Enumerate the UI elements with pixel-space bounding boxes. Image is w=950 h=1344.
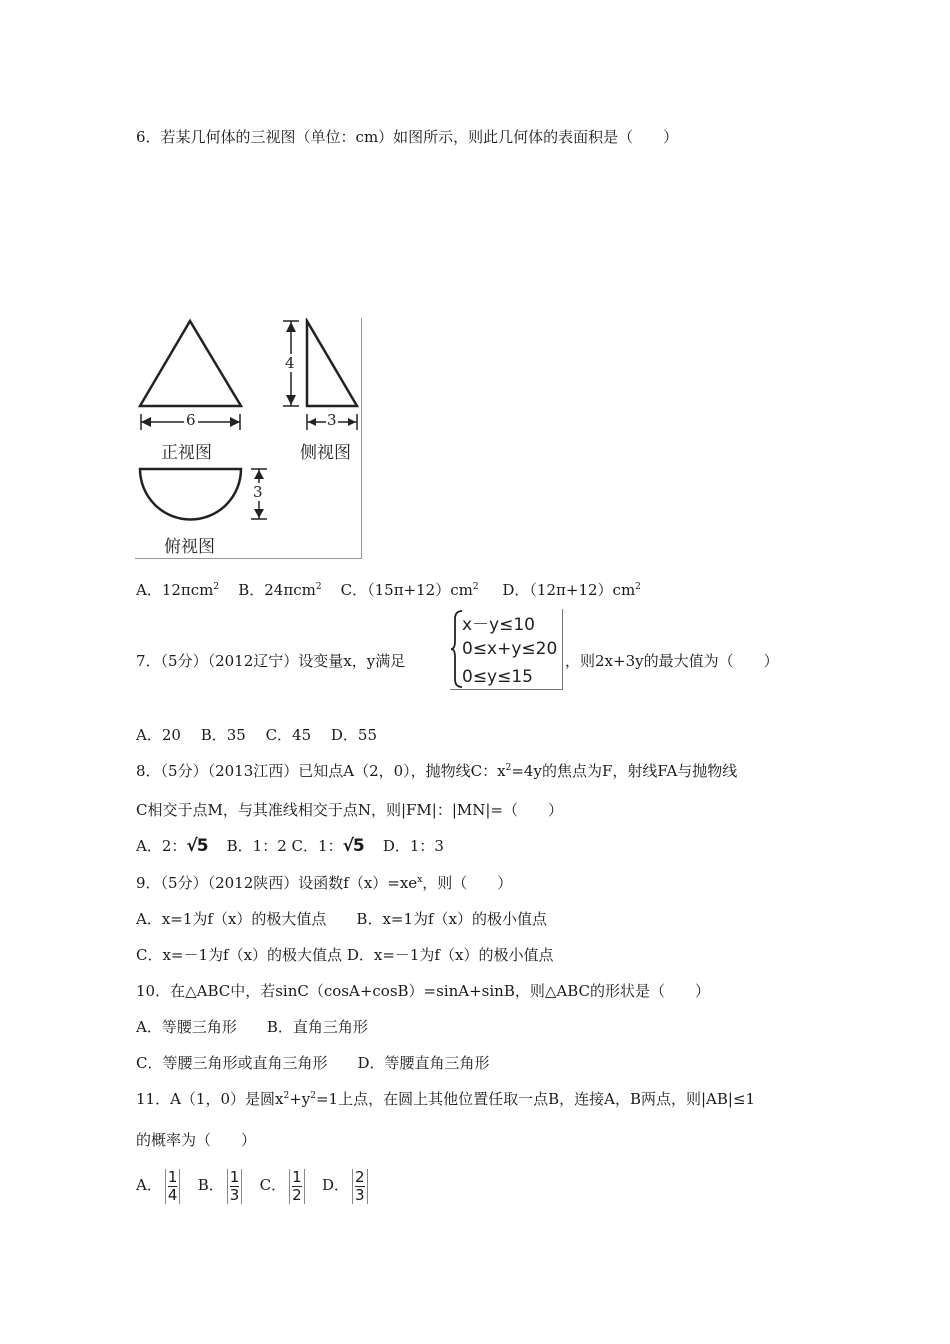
- q11-line-2: 的概率为（ ）: [136, 1131, 257, 1149]
- q6-options: [136, 580, 641, 600]
- fraction-a: $\frac{1}{4}$: [165, 1169, 181, 1204]
- top-view-semicircle: [140, 469, 241, 519]
- q9-options-row-2: C．x=－1为f（x）的极大值点 D．x=－1为f（x）的极小值点: [136, 946, 554, 964]
- q11-line-1: 11．A（1，0）是圆$x^2+y^2=1$上点，在圆上其他位置任取一点B，连接A，B两点，则|AB|≤1: [136, 1090, 756, 1108]
- q6-option-a: A．12πcm$^2$: [136, 581, 220, 599]
- q10-options-row-1: A．等腰三角形 B．直角三角形: [136, 1018, 368, 1036]
- q10-options-row-2: C．等腰三角形或直角三角形 D．等腰直角三角形: [136, 1054, 490, 1072]
- q9-stem: 9．（5分）（2012陕西）设函数$f(x)=xe^x$，则（ ）: [136, 874, 513, 892]
- three-view-figure: [135, 318, 362, 559]
- q6-option-d: D．$(12\pi+12)cm^2$: [502, 581, 641, 599]
- q8-options: A．2：√5 B．1：2 C．1：√5 D．1：3: [136, 836, 444, 856]
- q7-inequality-3: 0≤y≤15: [462, 667, 533, 687]
- q10-stem: 10．在△ABC中，若sinC（cosA+cosB）=sinA+sinB，则△ABC的形状是（ ）: [136, 982, 711, 1000]
- fraction-b: $\frac{1}{3}$: [227, 1169, 243, 1204]
- dim-top-radius: 3: [253, 483, 263, 501]
- q6-option-c: C．$(15\pi+12)cm^2$: [340, 581, 479, 599]
- q8-line-1: 8．（5分）（2013江西）已知点A（2，0），抛物线C：$x^2=4y$的焦点为F，射线FA与抛物线: [136, 762, 738, 780]
- side-view-label: 侧视图: [300, 443, 351, 463]
- fraction-c: $\frac{1}{2}$: [289, 1169, 305, 1204]
- front-view-triangle: [140, 321, 241, 406]
- sqrt5-a: √5: [186, 836, 208, 856]
- top-view-label: 俯视图: [164, 537, 215, 557]
- sqrt5-c: √5: [342, 836, 364, 856]
- q8-line-2: C相交于点M，与其准线相交于点N，则|FM|：|MN|=（ ）: [136, 801, 563, 819]
- side-view-triangle: [307, 321, 357, 406]
- q7-inequality-system: [450, 609, 563, 690]
- front-view-label: 正视图: [161, 443, 212, 463]
- dim-side-height: 4: [285, 354, 295, 372]
- q7-inequality-1: x－y≤10: [462, 615, 535, 635]
- fraction-d: $\frac{2}{3}$: [352, 1169, 368, 1204]
- q6-option-b: B．24πcm$^2$: [238, 581, 322, 599]
- q7-stem-after: ，则2x+3y的最大值为（ ）: [565, 652, 779, 670]
- dim-front-width: 6: [186, 411, 196, 429]
- q7-inequality-2: 0≤x+y≤20: [462, 639, 558, 659]
- q6-stem: 6．若某几何体的三视图（单位：cm）如图所示，则此几何体的表面积是（ ）: [136, 128, 679, 146]
- q11-options: A． $\frac{1}{4}$ B． $\frac{1}{3}$ C． $\frac{1}{2}$ D． $\frac{2}{3}$: [136, 1168, 371, 1204]
- q7-stem-before: 7．（5分）（2012辽宁）设变量x，y满足: [136, 652, 406, 670]
- dim-side-width: 3: [327, 411, 337, 429]
- q7-options: A．20 B．35 C．45 D．55: [136, 726, 378, 744]
- q9-options-row-1: A．x=1为f（x）的极大值点 B．x=1为f（x）的极小值点: [136, 910, 548, 928]
